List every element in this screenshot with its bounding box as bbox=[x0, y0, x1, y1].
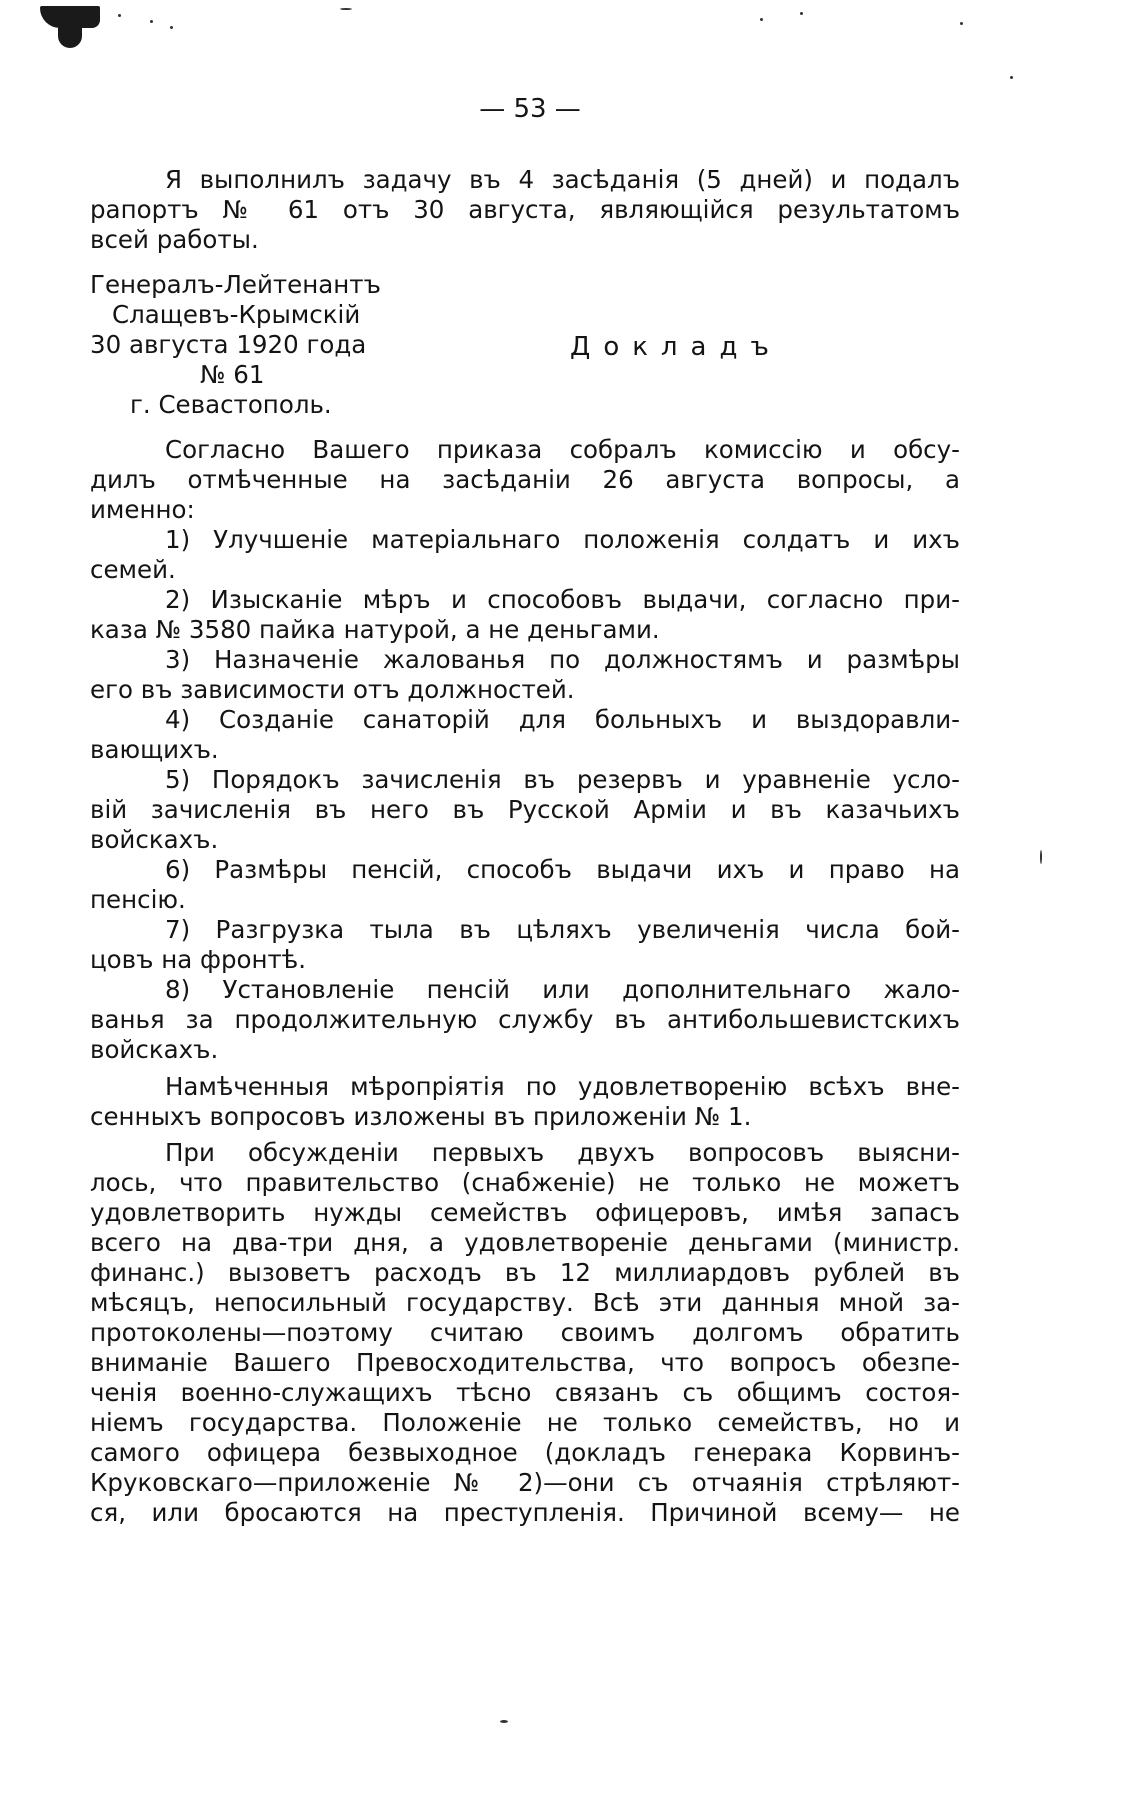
signature-number: № 61 bbox=[200, 360, 265, 389]
body-line: лось, что правительство (снабженіе) не только не можетъ bbox=[90, 1168, 960, 1197]
body-line: ченія военно-служащихъ тѣсно связанъ съ общимъ состоя- bbox=[90, 1378, 960, 1407]
ink-blot-corner bbox=[40, 6, 100, 28]
body-line: финанс.) вызоветъ расходъ въ 12 миллиардовъ рублей въ bbox=[90, 1258, 960, 1287]
list-item: 8) Установленіе пенсій или дополнительнаго жало- bbox=[165, 975, 960, 1004]
body-line: пенсію. bbox=[90, 885, 186, 914]
body-line: цовъ на фронтѣ. bbox=[90, 945, 307, 974]
list-item: 4) Созданіе санаторій для больныхъ и выздоравли- bbox=[165, 705, 960, 734]
body-line: удовлетворить нужды семействъ офицеровъ, имѣя запасъ bbox=[90, 1198, 960, 1227]
body-line: ся, или бросаются на преступленія. Причиной всему— не bbox=[90, 1498, 960, 1527]
list-item: 2) Изысканіе мѣръ и способовъ выдачи, согласно при- bbox=[165, 585, 960, 614]
intro-line: всей работы. bbox=[90, 225, 259, 254]
ink-blot-corner bbox=[58, 26, 82, 48]
body-line: сенныхъ вопросовъ изложены въ приложеніи № 1. bbox=[90, 1102, 752, 1131]
signature-date: 30 августа 1920 года bbox=[90, 330, 367, 359]
intro-line: рапортъ № 61 отъ 30 августа, являющійся результатомъ bbox=[90, 195, 960, 224]
body-line: вающихъ. bbox=[90, 735, 219, 764]
document-title: Докладъ bbox=[570, 332, 782, 362]
body-line: дилъ отмѣченные на засѣданіи 26 августа вопросы, а bbox=[90, 465, 960, 494]
body-line: протоколены—поэтому считаю своимъ долгомъ обратить bbox=[90, 1318, 960, 1347]
intro-line: Я выполнилъ задачу въ 4 засѣданія (5 дней) и подалъ bbox=[165, 165, 960, 194]
body-line: При обсужденіи первыхъ двухъ вопросовъ выясни- bbox=[165, 1138, 960, 1167]
signature-rank: Генералъ-Лейтенантъ bbox=[90, 270, 381, 299]
body-line: именно: bbox=[90, 495, 195, 524]
body-line: Намѣченныя мѣропріятія по удовлетворенію всѣхъ вне- bbox=[165, 1072, 960, 1101]
list-item: 1) Улучшеніе матеріальнаго положенія солдатъ и ихъ bbox=[165, 525, 960, 554]
body-line: мѣсяцъ, непосильный государству. Всѣ эти данныя мной за- bbox=[90, 1288, 960, 1317]
body-line: войскахъ. bbox=[90, 1035, 219, 1064]
signature-name: Слащевъ-Крымскій bbox=[112, 300, 361, 329]
body-line: Круковскаго—приложеніе № 2)—они съ отчаянія стрѣляют- bbox=[90, 1468, 960, 1497]
body-line: семей. bbox=[90, 555, 176, 584]
page-number: — 53 — bbox=[479, 94, 581, 124]
body-line: всего на два-три дня, а удовлетвореніе деньгами (министр. bbox=[90, 1228, 960, 1257]
body-line: вій зачисленія въ него въ Русской Арміи и въ казачьихъ bbox=[90, 795, 960, 824]
body-line: вниманіе Вашего Превосходительства, что вопросъ обезпе- bbox=[90, 1348, 960, 1377]
list-item: 3) Назначеніе жалованья по должностямъ и размѣры bbox=[165, 645, 960, 674]
body-line: самого офицера безвыходное (докладъ генерака Корвинъ- bbox=[90, 1438, 960, 1467]
body-line: войскахъ. bbox=[90, 825, 219, 854]
body-line: каза № 3580 пайка натурой, а не деньгами. bbox=[90, 615, 660, 644]
list-item: 5) Порядокъ зачисленія въ резервъ и уравненіе усло- bbox=[165, 765, 960, 794]
body-line: ванья за продолжительную службу въ антибольшевистскихъ bbox=[90, 1005, 960, 1034]
signature-place: г. Севастополь. bbox=[130, 390, 332, 419]
body-line: его въ зависимости отъ должностей. bbox=[90, 675, 575, 704]
body-line: ніемъ государства. Положеніе не только семействъ, но и bbox=[90, 1408, 960, 1437]
list-item: 6) Размѣры пенсій, способъ выдачи ихъ и право на bbox=[165, 855, 960, 884]
body-line: Согласно Вашего приказа собралъ комиссію и обсу- bbox=[165, 435, 960, 464]
list-item: 7) Разгрузка тыла въ цѣляхъ увеличенія числа бой- bbox=[165, 915, 960, 944]
